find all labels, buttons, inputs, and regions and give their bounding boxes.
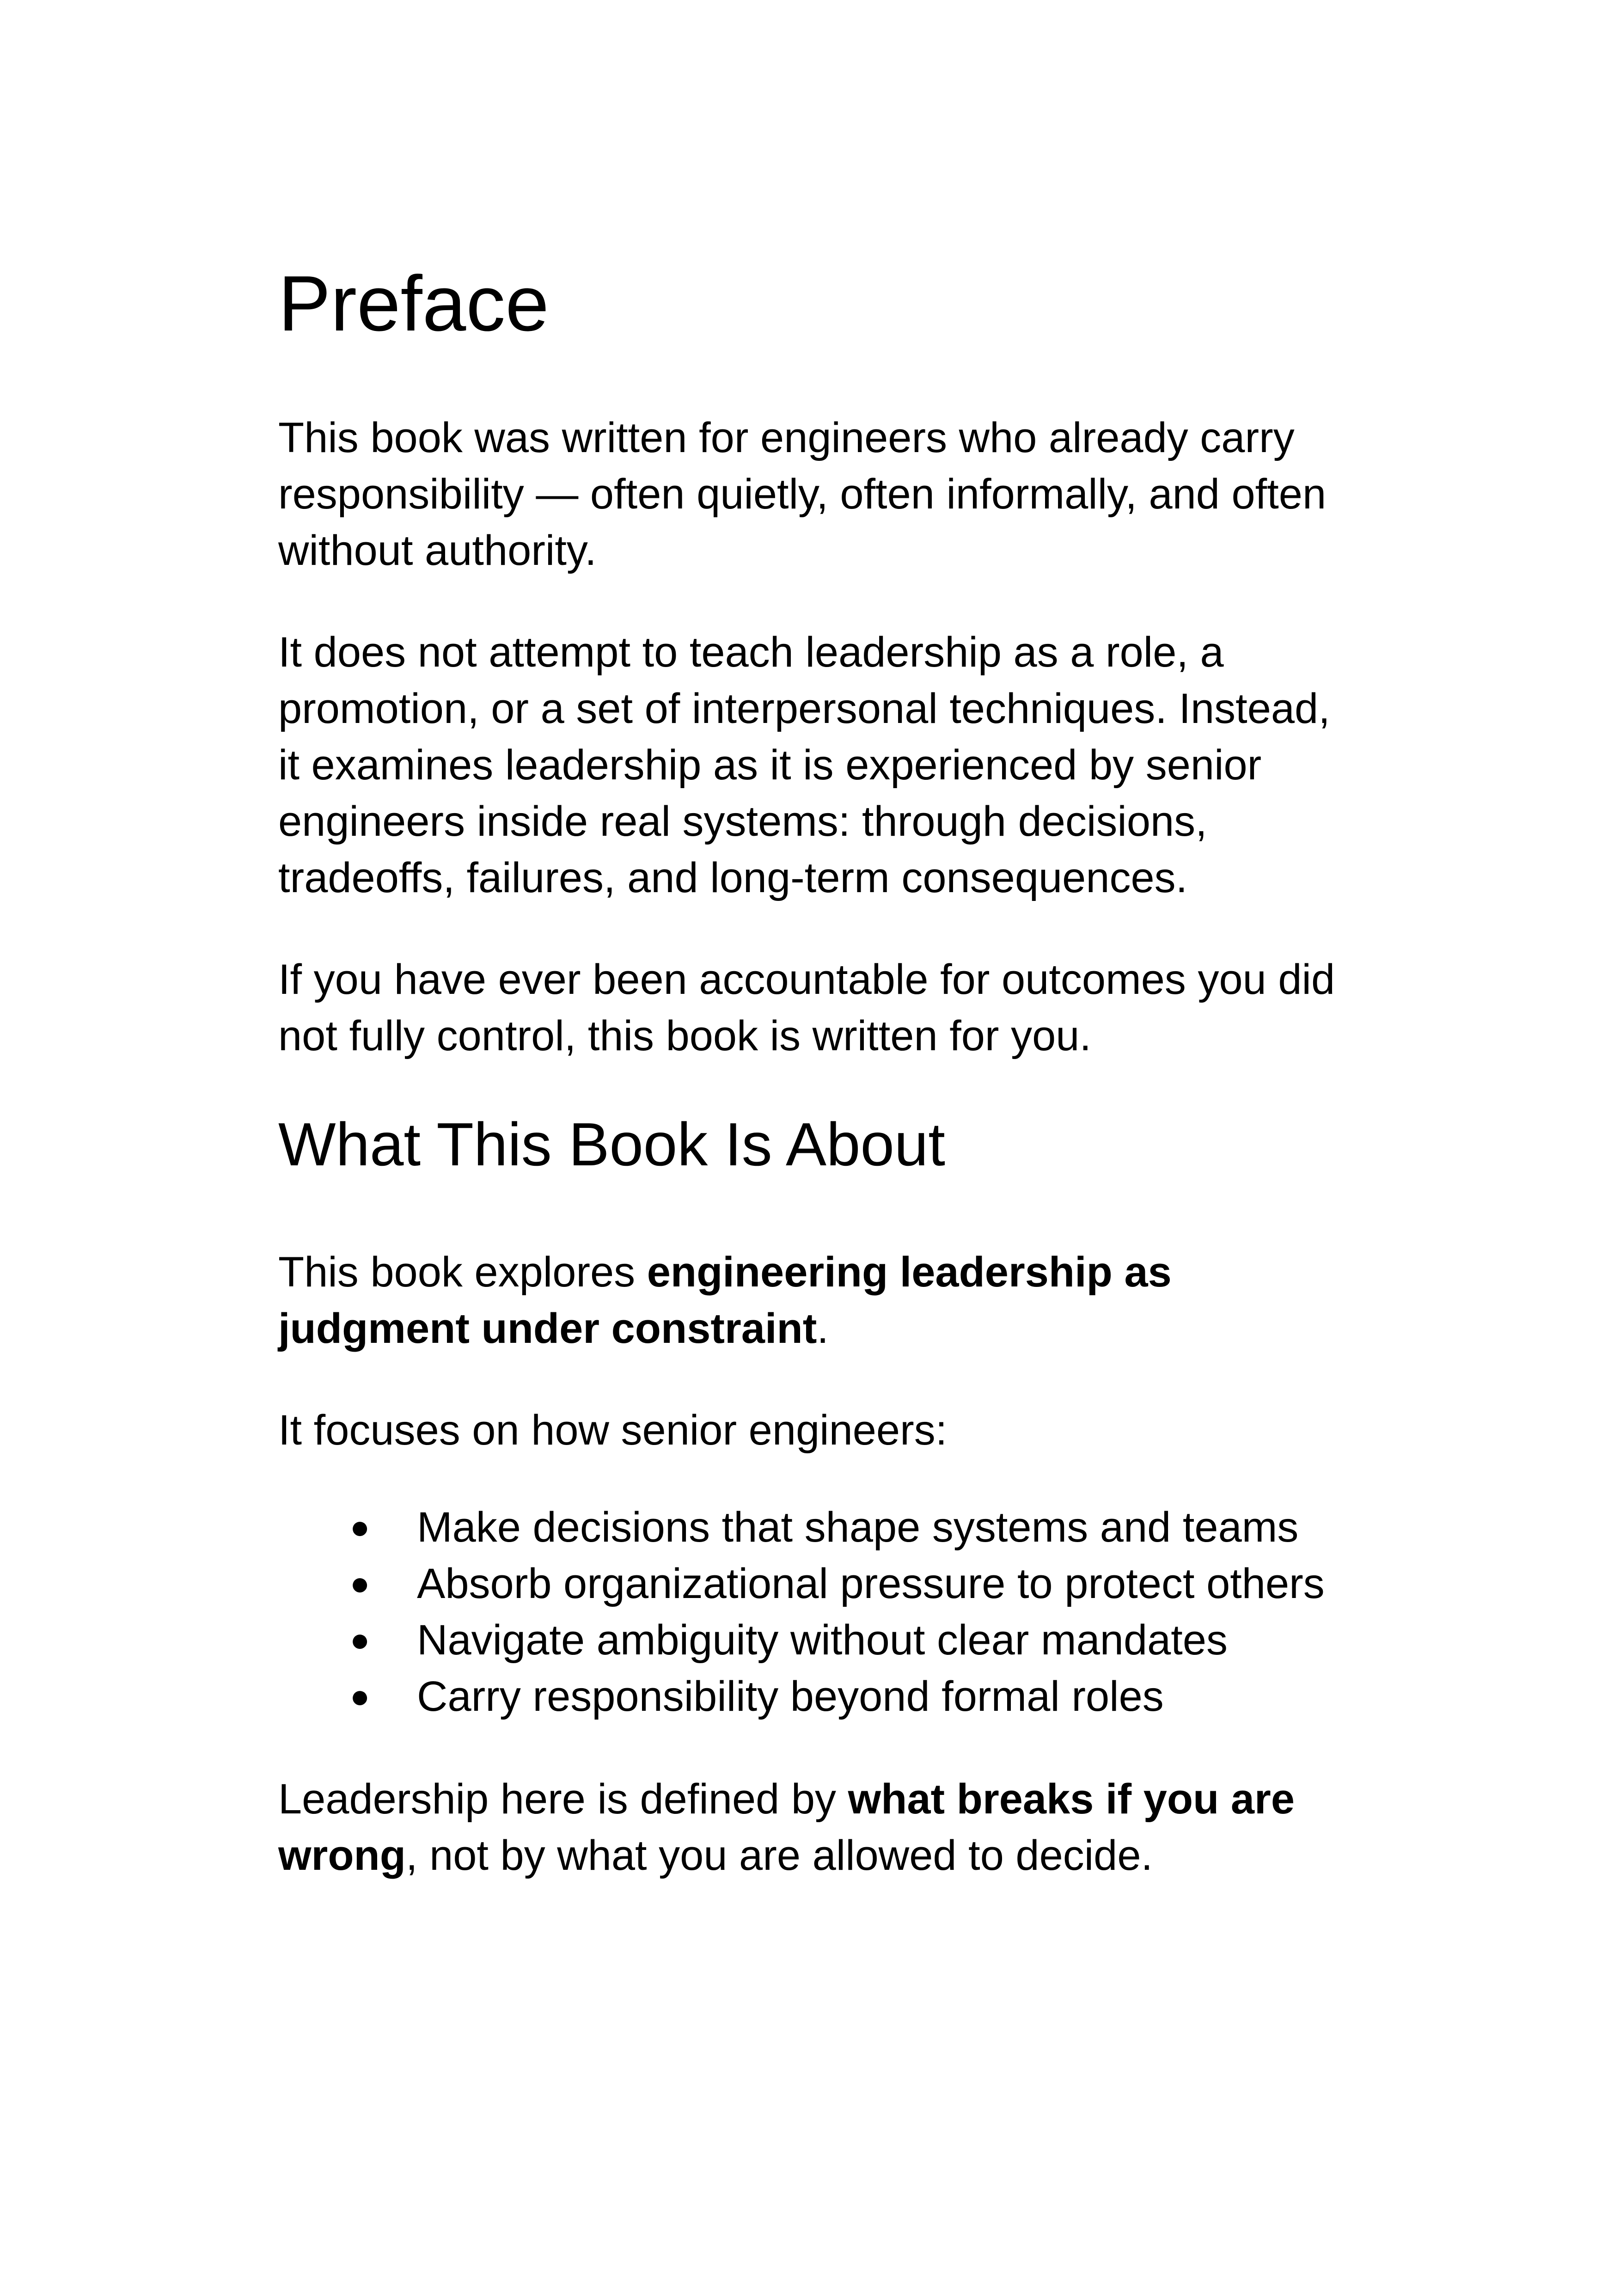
about-p3-start: Leadership here is defined by	[278, 1776, 848, 1823]
list-item	[278, 1668, 1355, 1725]
about-p3-end: , not by what you are allowed to decide.	[405, 1832, 1153, 1880]
about-paragraph-2: It focuses on how senior engineers:	[278, 1407, 948, 1454]
bullet-icon: ●	[350, 1565, 370, 1603]
preface-paragraph-1: This book was written for engineers who already carry responsibility — often quietly, often informally, and often without authority.	[278, 414, 1327, 574]
bullet-icon: ●	[350, 1622, 370, 1659]
about-paragraph-1	[278, 1244, 1355, 1357]
about-p1-start: This book explores	[278, 1249, 647, 1296]
about-p3-bold: what breaks if you are wrong	[278, 1776, 1295, 1880]
about-bullet-list	[278, 1499, 1355, 1725]
bullet-icon: ●	[350, 1509, 370, 1546]
list-item	[278, 1612, 1355, 1668]
about-heading: What This Book Is About	[278, 1110, 945, 1178]
about-p1-bold: engineering leadership as judgment under constraint	[278, 1249, 1172, 1353]
list-item	[278, 1555, 1355, 1612]
about-paragraph-3	[278, 1771, 1355, 1884]
preface-paragraph-2: It does not attempt to teach leadership as a role, a promotion, or a set of interpersonal techniques. Instead, it examines leadership as it is experienced by senior engineers inside real systems: through decisions, tradeoffs, failures, and long-term consequences.	[278, 628, 1330, 901]
bullet-icon: ●	[350, 1678, 370, 1715]
list-item-text: Carry responsibility beyond formal roles	[417, 1673, 1164, 1720]
list-item	[278, 1499, 1355, 1555]
document-page	[278, 259, 1355, 1929]
preface-paragraph-3: If you have ever been accountable for outcomes you did not fully control, this book is written for you.	[278, 955, 1335, 1059]
list-item-text: Navigate ambiguity without clear mandates	[417, 1616, 1228, 1664]
list-item-text: Make decisions that shape systems and teams	[417, 1504, 1299, 1551]
list-item-text: Absorb organizational pressure to protect others	[417, 1560, 1325, 1608]
about-p1-end: .	[817, 1305, 829, 1353]
preface-title: Preface	[278, 260, 549, 348]
